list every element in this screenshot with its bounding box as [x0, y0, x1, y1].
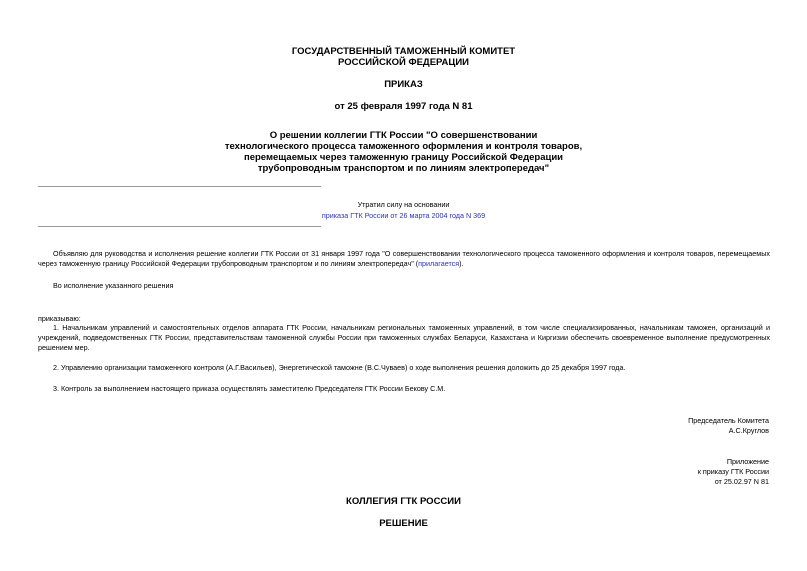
doc-date: от 25 февраля 1997 года N 81 [334, 101, 473, 112]
org-name-line1: ГОСУДАРСТВЕННЫЙ ТАМОЖЕННЫЙ КОМИТЕТ [291, 46, 516, 57]
signature-position: Председатель Комитета [688, 416, 769, 425]
status-lost-label: Утратил силу на основании [357, 200, 450, 209]
status-lost-link[interactable]: приказа ГТК России от 26 марта 2004 года N 369 [321, 211, 486, 220]
order-word: приказываю: [38, 314, 81, 323]
attachment-link[interactable]: прилагается [418, 259, 460, 268]
paragraph-announcement-text: Объявляю для руководства и исполнения решение коллегии ГТК России от 31 января 1997 года "О совершенствовании технологического процесса таможенного оформления и контроля товаров, перемещаемых через таможенную границу Российской Федерации трубопроводным транспортом и по линиям электропередач" ( [38, 249, 770, 268]
divider-bottom [38, 226, 321, 227]
paragraph-execution: Во исполнение указанного решения [53, 281, 174, 290]
appendix-block [469, 457, 769, 487]
appendix-line1: Приложение [726, 457, 769, 466]
doc-title-line3: перемещаемых через таможенную границу Российской Федерации [243, 152, 563, 163]
org-name-line2: РОССИЙСКОЙ ФЕДЕРАЦИИ [337, 57, 469, 68]
signature-name: А.С.Круглов [728, 426, 769, 435]
doc-title-line4: трубопроводным транспортом и по линиям электропередач" [257, 163, 550, 174]
divider-top [38, 186, 321, 187]
doc-title-line2: технологического процесса таможенного оформления и контроля товаров, [224, 141, 583, 152]
collegium-heading: КОЛЛЕГИЯ ГТК РОССИИ [346, 496, 461, 507]
order-item-1: 1. Начальникам управлений и самостоятельных отделов аппарата ГТК России, начальникам региональных таможенных управлений, в том числе специализированных, начальникам таможен, организаций и учреждений, подведомственных ГТК России, представительствам таможенной службы России при таможенных службах Беларуси, Казахстана и Киргизии обеспечить своевременное выполнение предусмотренных решением мер. [38, 323, 770, 352]
paragraph-announcement-end: ). [459, 259, 464, 268]
paragraph-announcement [38, 249, 770, 269]
order-item-3: 3. Контроль за выполнением настоящего приказа осуществлять заместителю Председателя ГТК России Бекову С.М. [53, 384, 446, 393]
decision-heading: РЕШЕНИЕ [379, 518, 428, 529]
doc-type: ПРИКАЗ [384, 79, 423, 90]
appendix-line2: к приказу ГТК России [697, 467, 769, 476]
order-item-2: 2. Управлению организации таможенного контроля (А.Г.Васильев), Энергетической таможне (В.С.Чуваев) о ходе выполнения решения доложить до 25 декабря 1997 года. [53, 363, 626, 372]
status-lost-link-row [0, 210, 807, 221]
signature-block [469, 416, 769, 436]
doc-title-line1: О решении коллегии ГТК России "О совершенствовании [269, 130, 538, 141]
appendix-line3: от 25.02.97 N 81 [714, 477, 769, 486]
